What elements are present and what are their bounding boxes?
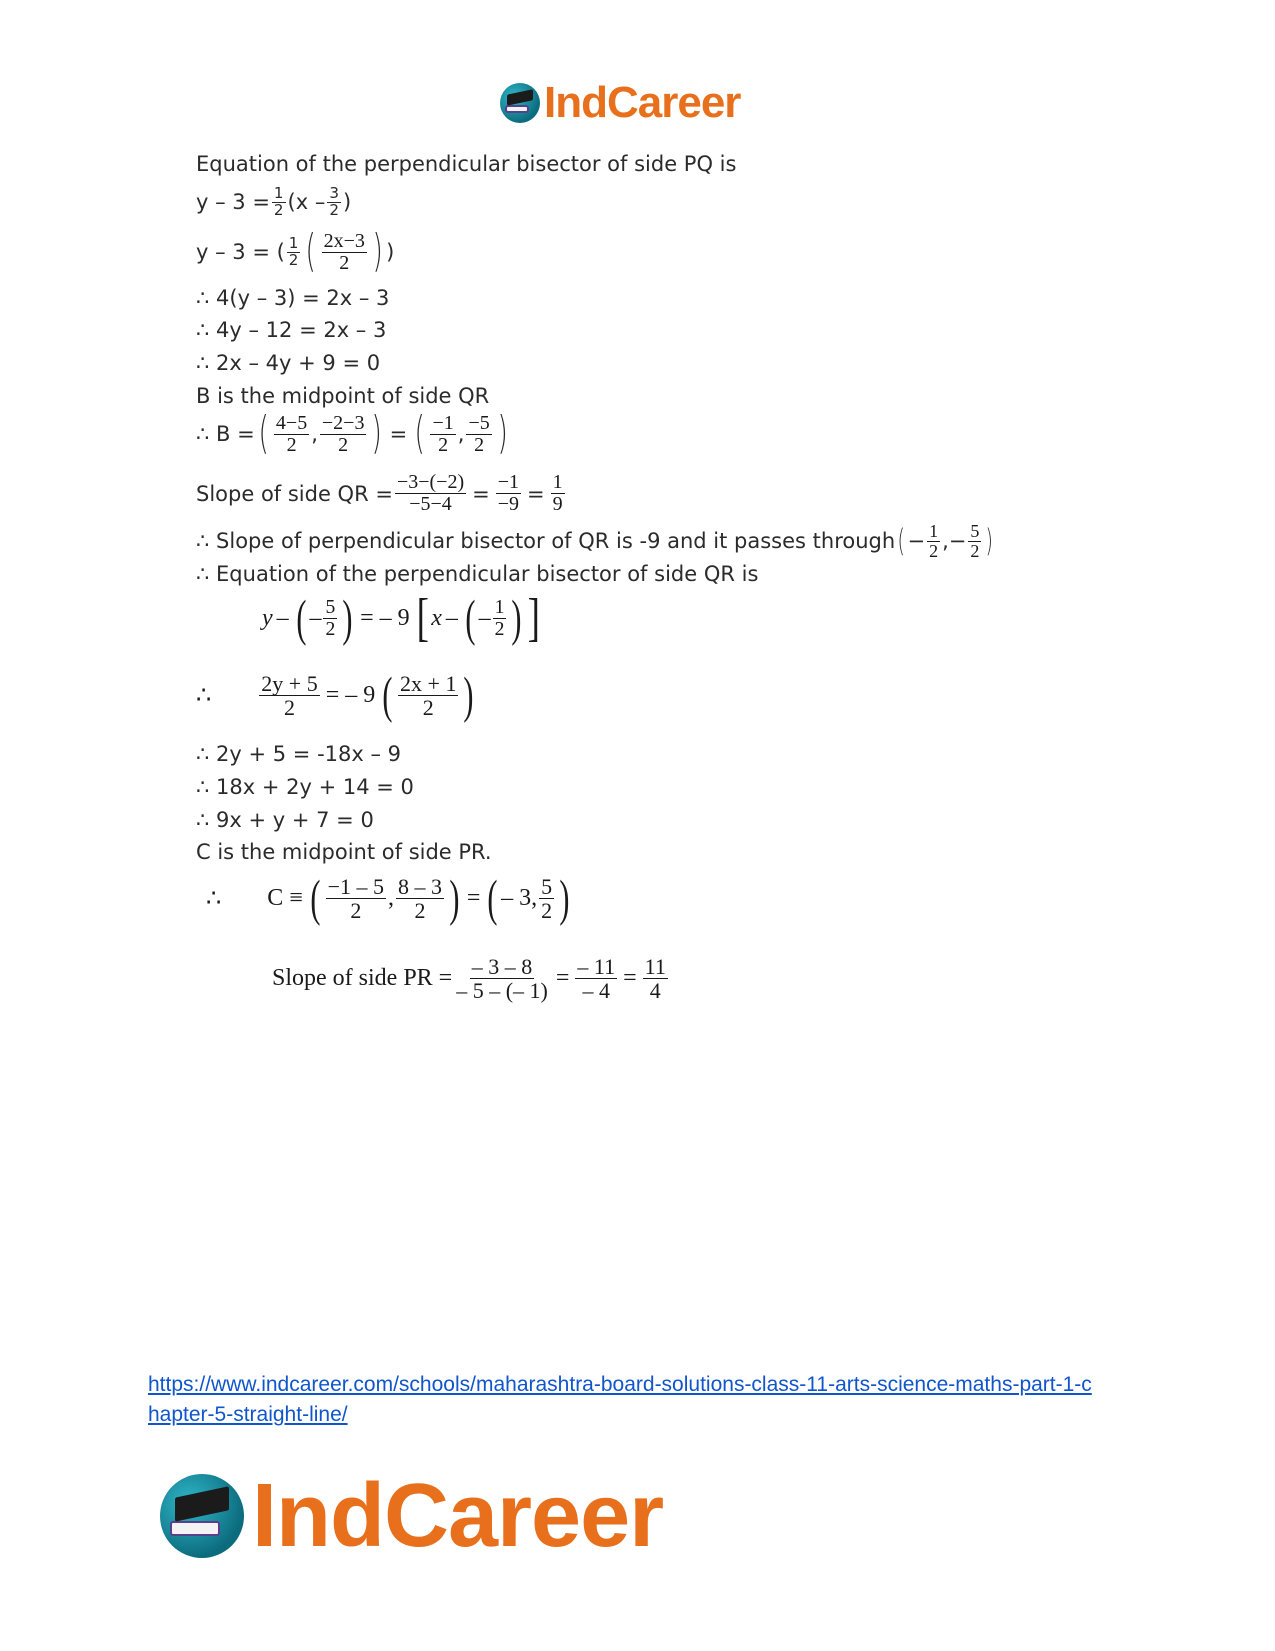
fraction: $\frac{3}{2}$ [329,184,339,219]
fraction: $\frac{1}{2}$ [273,184,284,219]
header-logo-text: IndCareer [544,78,741,127]
footer-logo-text: IndCareer [252,1465,664,1566]
source-url-link[interactable]: https://www.indcareer.com/schools/maharashtra-board-solutions-class-11-arts-science-maths-part-1-chapter-5-straight-line/ [148,1373,1092,1426]
fraction: $\frac{- 3 - 8}{- 5 - (- 1)}$ [456,954,548,1004]
fraction: $\frac{2x-3}{2}$ [323,229,365,274]
fraction: $\frac{2y + 5}{2}$ [261,670,318,720]
equation-line: ∴ Slope of perpendicular bisector of QR is -9 and it passes through ( − $\frac{1}{2}$ , − $\frac{5}{2}$ ) [196,521,994,561]
equation-line: Slope of side PR = $\frac{- 3 - 8}{- 5 - (- 1)}$ = $\frac{- 11}{- 4}$ = $\frac{11}{4}$ [272,954,666,1004]
fraction: $\frac{4-5}{2}$ [275,411,308,456]
fraction: $\frac{-1}{-9}$ [497,471,520,515]
header-logo [500,78,740,128]
equation-line: ∴ 2x – 4y + 9 = 0 [196,351,381,375]
fraction: $\frac{-1 - 5}{2}$ [327,873,385,923]
globe-logo-icon [500,83,540,123]
fraction: $\frac{-3-(-2)}{-5-4}$ [396,471,465,515]
text-line: Equation of the perpendicular bisector of side PQ is [196,152,737,176]
fraction: $\frac{-1}{2}$ [432,411,454,456]
fraction: $\frac{-2-3}{2}$ [321,411,365,456]
fraction: $\frac{5}{2}$ [970,521,980,561]
globe-logo-icon [160,1474,244,1558]
fraction: $\frac{1}{2}$ [494,596,505,640]
fraction: $\frac{-5}{2}$ [468,411,490,456]
text-line: ∴ Equation of the perpendicular bisector of side QR is [196,562,759,586]
fraction: $\frac{- 11}{- 4}$ [577,954,616,1004]
equation-line: y – 3 = $\frac{1}{2}$ (x – $\frac{3}{2}$ ) [196,184,352,219]
fraction: $\frac{1}{2}$ [288,233,299,269]
equation-line: ∴ $\frac{2y + 5}{2}$ = – 9 ( $\frac{2x + 1}{2}$ ) [196,667,474,723]
equation-line: ∴ 9x + y + 7 = 0 [196,808,374,832]
fraction: $\frac{1}{2}$ [929,521,939,561]
equation-line: ∴ 4(y – 3) = 2x – 3 [196,286,390,310]
equation-line: y – ( – $\frac{5}{2}$ ) = – 9 [ x – ( – $\frac{1}{2}$ ) ] [262,589,541,647]
fraction: $\frac{5}{2}$ [541,873,553,923]
fraction: $\frac{2x + 1}{2}$ [400,670,457,720]
fraction: $\frac{1}{9}$ [552,471,563,515]
equation-line: ∴ 2y + 5 = -18x – 9 [196,742,402,766]
equation-line: ∴ C ≡ ( $\frac{-1 - 5}{2}$ , $\frac{8 - 3}{2}$ ) = ( – 3, $\frac{5}{2}$ ) [206,870,570,926]
equation-line: ∴ 4y – 12 = 2x – 3 [196,318,387,342]
equation-line: y – 3 = ( $\frac{1}{2}$ ( $\frac{2x-3}{2}$ ) ) [196,226,395,277]
equation-line: Slope of side QR = $\frac{-3-(-2)}{-5-4}$ = $\frac{-1}{-9}$ = $\frac{1}{9}$ [196,471,563,515]
text-line: C is the midpoint of side PR. [196,840,492,864]
footer-logo [160,1466,663,1566]
fraction: $\frac{5}{2}$ [325,596,336,640]
equation-line: ∴ 18x + 2y + 14 = 0 [196,775,414,799]
text-line: B is the midpoint of side QR [196,384,490,408]
fraction: $\frac{11}{4}$ [644,954,666,1004]
fraction: $\frac{8 - 3}{2}$ [398,873,443,923]
equation-line: ∴ B = ( $\frac{4-5}{2}$ , $\frac{-2-3}{2}$ ) = ( $\frac{-1}{2}$ , $\frac{-5}{2}$ ) [196,408,508,459]
